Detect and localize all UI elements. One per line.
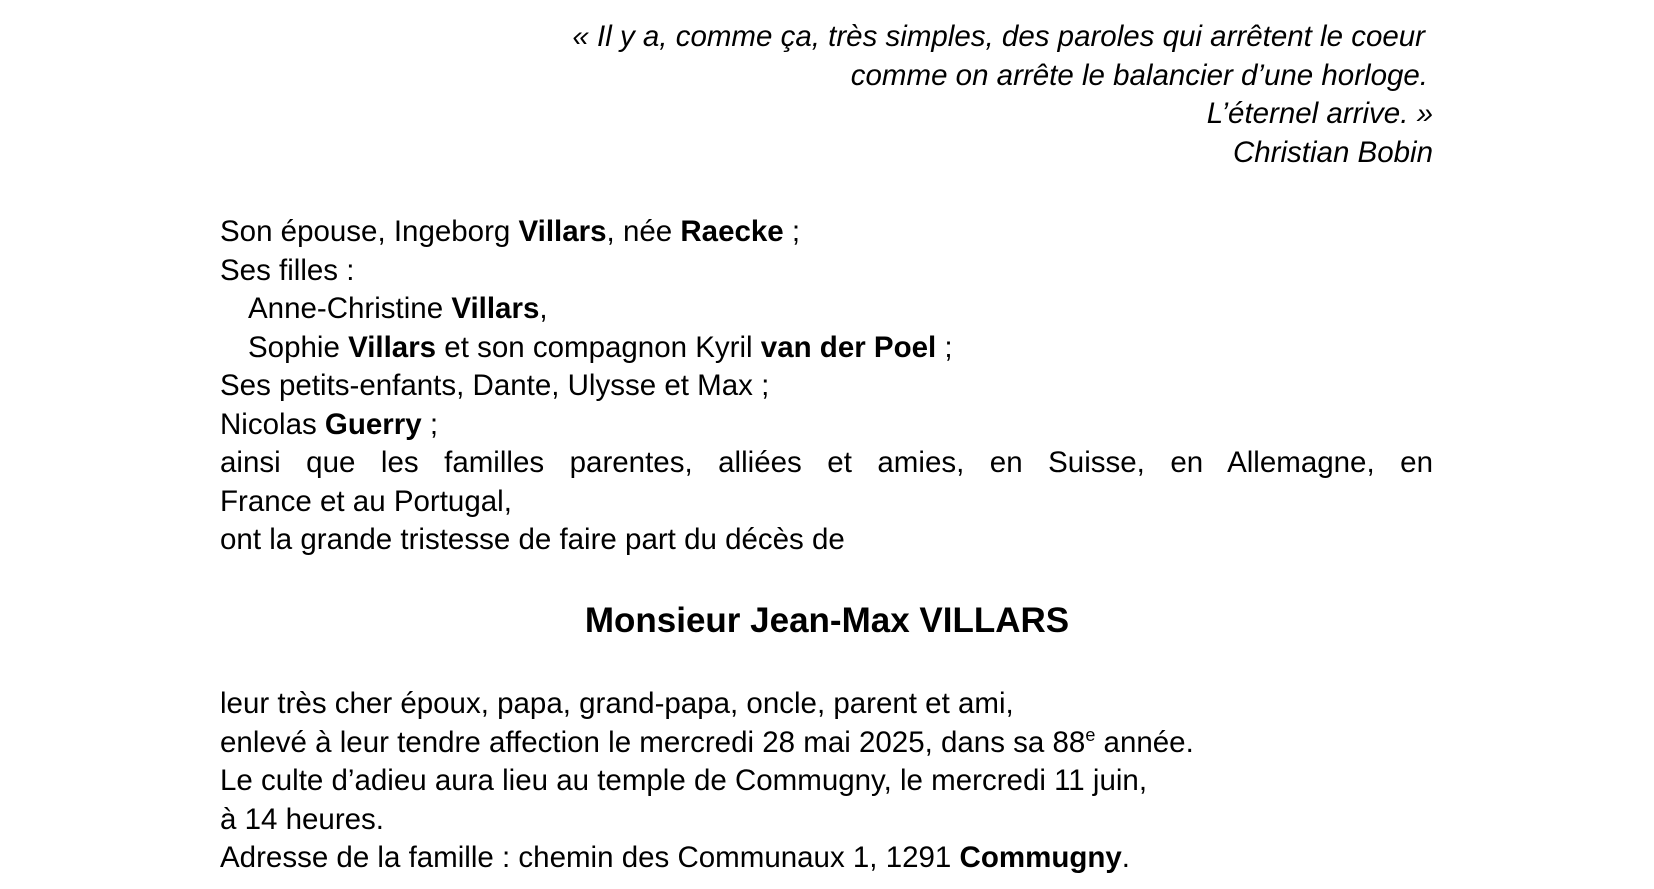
daughter-2-line: [220, 329, 1433, 368]
relatives-line-2: France et au Portugal,: [220, 484, 512, 518]
daughter-2-partner-surname: van der Poel: [760, 330, 937, 364]
spouse-prefix: Son épouse, Ingeborg: [220, 215, 519, 248]
address-town: Commugny: [959, 841, 1122, 874]
deceased-name: Monsieur Jean-Max VILLARS: [584, 601, 1070, 640]
spouse-suffix: ;: [783, 215, 801, 248]
spouse-mid: , née: [606, 215, 681, 248]
closing-text: [220, 685, 1433, 878]
other-relative-surname: Guerry: [324, 407, 422, 441]
quote-line-1: « Il y a, comme ça, très simples, des paroles qui arrêtent le coeur: [572, 20, 1425, 53]
daughter-1-first-name: Anne-Christine: [248, 292, 452, 325]
daughter-1-suffix: ,: [539, 292, 548, 325]
closing-line-1: leur très cher époux, papa, grand-papa, oncle, parent et ami,: [220, 687, 1014, 720]
spouse-maiden-name: Raecke: [680, 215, 784, 248]
quote-author: Christian Bobin: [1232, 135, 1433, 169]
closing-line-3: Le culte d’adieu aura lieu au temple de Commugny, le mercredi 11 juin,: [220, 764, 1148, 797]
daughter-2-surname: Villars: [348, 330, 437, 364]
spouse-surname: Villars: [518, 215, 607, 248]
epigraph-quote: [400, 18, 1433, 172]
other-relative-first-name: Nicolas: [220, 407, 325, 441]
daughter-2-mid: et son compagnon Kyril: [436, 330, 761, 364]
daughter-2-suffix: ;: [936, 330, 953, 364]
closing-line-2-text: enlevé à leur tendre affection le mercredi 28 mai 2025, dans sa 88: [220, 725, 1086, 759]
family-list: [220, 213, 1433, 560]
daughter-1-line: [220, 290, 1433, 329]
daughter-2-first-name: Sophie: [248, 330, 349, 364]
grandchildren-line: Ses petits-enfants, Dante, Ulysse et Max ;: [220, 369, 770, 402]
relatives-line-1: ainsi que les familles parentes, alliées et amies, en Suisse, en Allemagne, en: [220, 446, 1433, 479]
spouse-line: [220, 213, 1433, 252]
closing-line-2-end: année.: [1095, 725, 1194, 759]
closing-line-2: [220, 724, 1433, 763]
daughter-1-surname: Villars: [451, 292, 540, 325]
address-suffix: .: [1121, 841, 1130, 874]
ordinal-superscript: e: [1085, 724, 1096, 745]
announcement-line: ont la grande tristesse de faire part du décès de: [220, 523, 845, 556]
address-prefix: Adresse de la famille : chemin des Communaux 1, 1291: [220, 841, 960, 874]
daughters-heading: Ses filles :: [220, 253, 355, 287]
quote-line-2: comme on arrête le balancier d’une horloge.: [850, 58, 1428, 92]
address-line: [220, 839, 1433, 878]
other-relative-suffix: ;: [421, 407, 439, 441]
quote-line-3: L’éternel arrive. »: [1206, 97, 1433, 130]
other-relative-line: [220, 406, 1433, 445]
closing-line-4: à 14 heures.: [220, 802, 385, 836]
